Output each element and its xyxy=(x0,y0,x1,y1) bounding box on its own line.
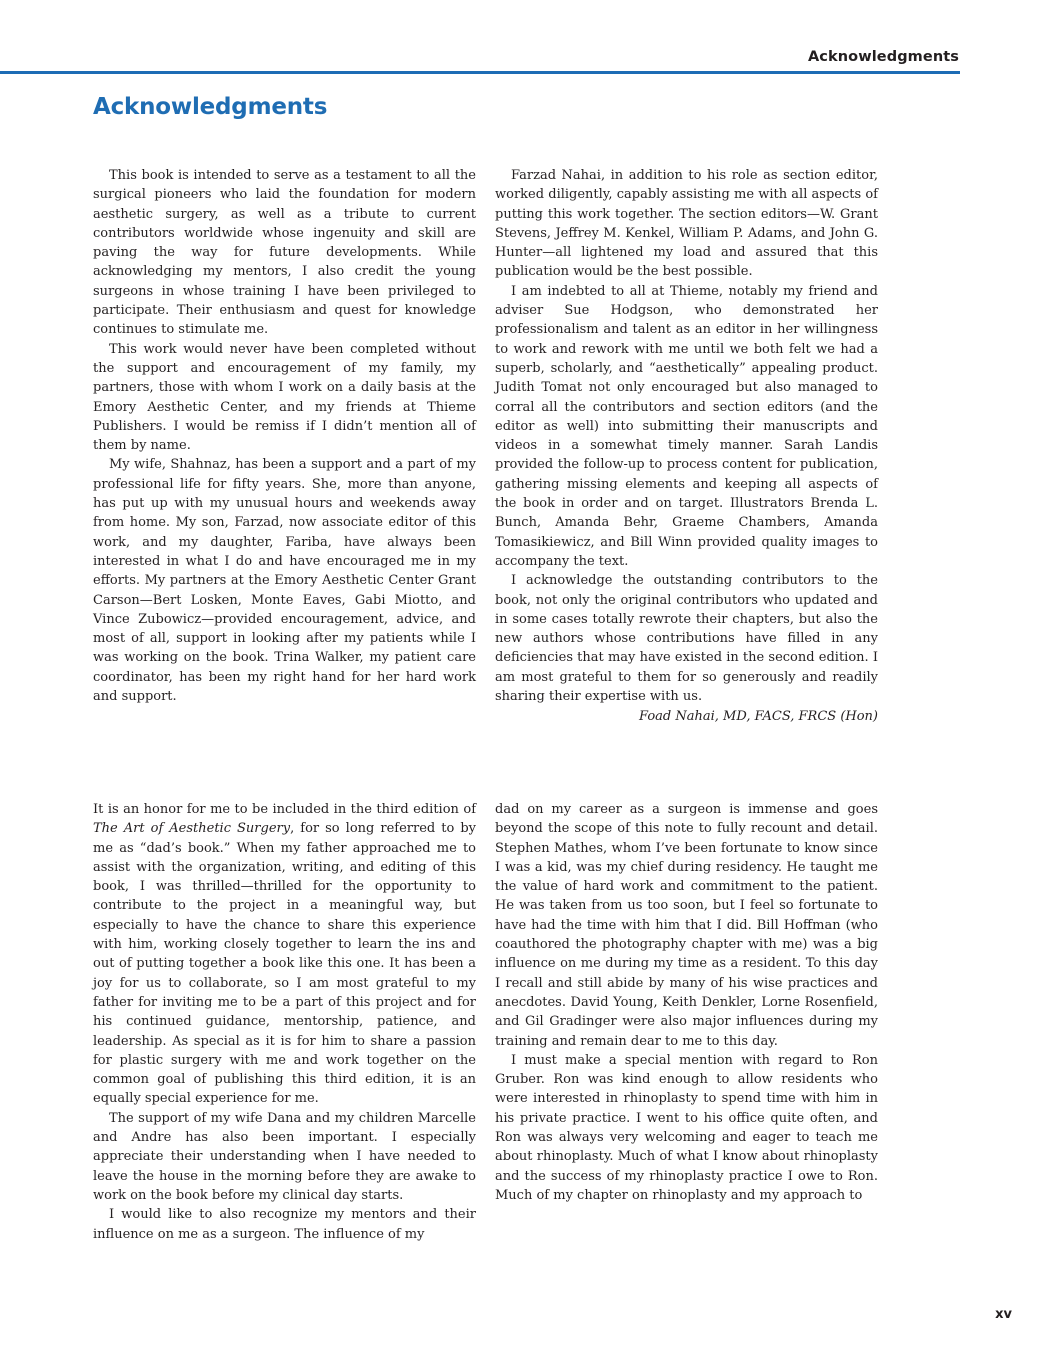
paragraph: I am indebted to all at Thieme, notably my friend and adviser Sue Hodgson, who demonstrated her professionalism and talent as an editor in her willingness to work and rework with me until we both felt we had a superb, scholarly, and “aesthetically” appealing product. Judith Tomat not only encouraged but also managed to corral all the contributors and section editors (and the editor as well) into submitting their manuscripts and videos in a somewhat timely manner. Sarah Landis provided the follow-up to process content for publication, gathering missing elements and keeping all aspects of the book in order and on target. Illustrators Brenda L. Bunch, Amanda Behr, Graeme Chambers, Amanda Tomasikiewicz, and Bill Winn provided quality images to accompany the text. xyxy=(495,283,878,569)
section1-column-left xyxy=(93,166,476,706)
paragraph: My wife, Shahnaz, has been a support and a part of my professional life for fifty years. She, more than anyone, has put up with my unusual hours and weekends away from home. My son, Farzad, now associate editor of this work, and my daughter, Fariba, have always been interested in what I do and have encouraged me in my efforts. My partners at the Emory Aesthetic Center Grant Carson—Bert Losken, Monte Eaves, Gabi Miotto, and Vince Zubowicz—provided encouragement, advice, and most of all, support in looking after my patients while I was working on the book. Trina Walker, my patient care coordinator, has been my right hand for her hard work and support. xyxy=(93,457,476,705)
paragraph: The support of my wife Dana and my children Marcelle and Andre has also been important. I especially appreciate their understanding when I have needed to leave the house in the morning before they are awake to work on the book before my clinical day starts. xyxy=(93,1110,476,1203)
paragraph-text: , for so long referred to by me as “dad’s book.” When my father approached me to assist with the organization, writing, and editing of this book, I was thrilled—thrilled for the opportunity to contribute to the project in a meaningful way, but especially to have the chance to share this experience with him, working closely together to learn the ins and out of putting together a book like this one. It has been a joy for us to collaborate, so I am most grateful to my father for inviting me to be a part of this project and for his continued guidance, mentorship, patience, and leadership. As special as it is for him to share a passion for plastic surgery with me and work together on the common goal of publishing this third edition, it is an equally special experience for me. xyxy=(93,821,476,1107)
paragraph: I would like to also recognize my mentors and their influence on me as a surgeon. The influence of my xyxy=(93,1207,476,1242)
paragraph: Farzad Nahai, in addition to his role as section editor, worked diligently, capably assisting me with all aspects of putting this work together. The section editors—W. Grant Stevens, Jeffrey M. Kenkel, William P. Adams, and John G. Hunter—all lightened my load and assured that this publication would be the best possible. xyxy=(495,168,878,280)
chapter-title: Acknowledgments xyxy=(93,94,328,120)
paragraph-text: It is an honor for me to be included in the third edition of xyxy=(93,802,476,817)
paragraph: I must make a special mention with regard to Ron Gruber. Ron was kind enough to allow residents who were interested in rhinoplasty to spend time with him in his private practice. I went to his office quite often, and Ron was always very welcoming and eager to teach me about rhinoplasty. Much of what I know about rhinoplasty and the success of my rhinoplasty practice I owe to Ron. Much of my chapter on rhinoplasty and my approach to xyxy=(495,1052,878,1203)
section1-column-right xyxy=(495,166,878,706)
paragraph xyxy=(93,800,476,1109)
section2-column-left xyxy=(93,800,476,1244)
page-number: xv xyxy=(995,1307,1012,1322)
section2-column-right xyxy=(495,800,878,1205)
paragraph: I acknowledge the outstanding contributors to the book, not only the original contributors who updated and in some cases totally rewrote their chapters, but also the new authors whose contributions have filled in any deficiencies that may have existed in the second edition. I am most grateful to them for so generously and readily sharing their expertise with us. xyxy=(495,573,878,705)
paragraph: This book is intended to serve as a testament to all the surgical pioneers who laid the foundation for modern aesthetic surgery, as well as a tribute to current contributors worldwide whose ingenuity and skill are paving the way for future developments. While acknowledging my mentors, I also credit the young surgeons in whose training I have been privileged to participate. Their enthusiasm and quest for knowledge continues to stimulate me. xyxy=(93,168,476,338)
header-rule xyxy=(0,71,960,74)
author-signature: Foad Nahai, MD, FACS, FRCS (Hon) xyxy=(639,709,878,724)
paragraph: This work would never have been completed without the support and encouragement of my family, my partners, those with whom I work on a daily basis at the Emory Aesthetic Center, and my friends at Thieme Publishers. I would be remiss if I didn’t mention all of them by name. xyxy=(93,341,476,454)
paragraph: dad on my career as a surgeon is immense and goes beyond the scope of this note to fully recount and detail. Stephen Mathes, whom I’ve been fortunate to know since I was a kid, was my chief during residency. He taught me the value of hard work and commitment to the patient. He was taken from us too soon, but I feel so fortunate to have had the time with him that I did. Bill Hoffman (who coauthored the photography chapter with me) was a big influence on me during my time as a resident. To this day I recall and still abide by many of his wise practices and anecdotes. David Young, Keith Denkler, Lorne Rosenfield, and Gil Gradinger were also major influences during my training and remain dear to me to this day. xyxy=(495,802,878,1049)
book-title: The Art of Aesthetic Surgery xyxy=(93,821,291,837)
running-head: Acknowledgments xyxy=(807,49,959,65)
